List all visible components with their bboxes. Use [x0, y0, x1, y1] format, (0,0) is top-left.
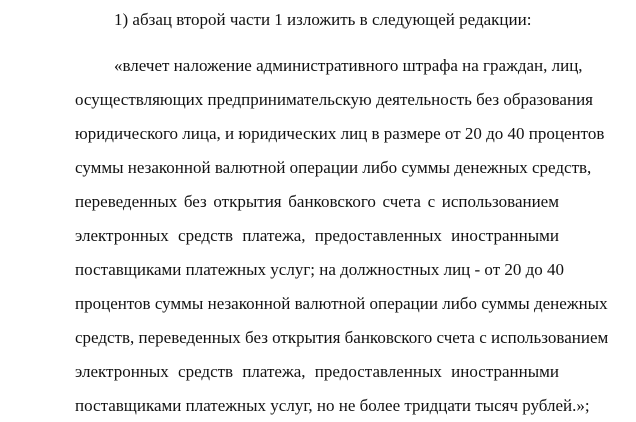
quote-line: поставщиками платежных услуг; на должностных лиц - от 20 до 40: [75, 260, 565, 279]
quote-line-last: поставщиками платежных услуг, но не более тридцати тысяч рублей.»;: [75, 396, 590, 415]
quote-line: осуществляющих предпринимательскую деятельность без образования: [75, 90, 593, 109]
quote-line: средств, переведенных без открытия банковского счета с использованием: [75, 328, 609, 347]
quote-line: электронных средств платежа, предоставленных иностранными: [75, 226, 559, 245]
quote-line: суммы незаконной валютной операции либо суммы денежных средств,: [75, 158, 592, 177]
quote-line: электронных средств платежа, предоставленных иностранными: [75, 362, 559, 381]
quote-line: процентов суммы незаконной валютной операции либо суммы денежных: [75, 294, 608, 313]
quote-line: юридического лица, и юридических лиц в размере от 20 до 40 процентов: [75, 124, 605, 143]
quote-line: переведенных без открытия банковского счета с использованием: [75, 192, 559, 211]
amendment-heading: 1) абзац второй части 1 изложить в следующей редакции:: [114, 10, 532, 29]
quote-line: «влечет наложение административного штрафа на граждан, лиц,: [114, 56, 583, 75]
